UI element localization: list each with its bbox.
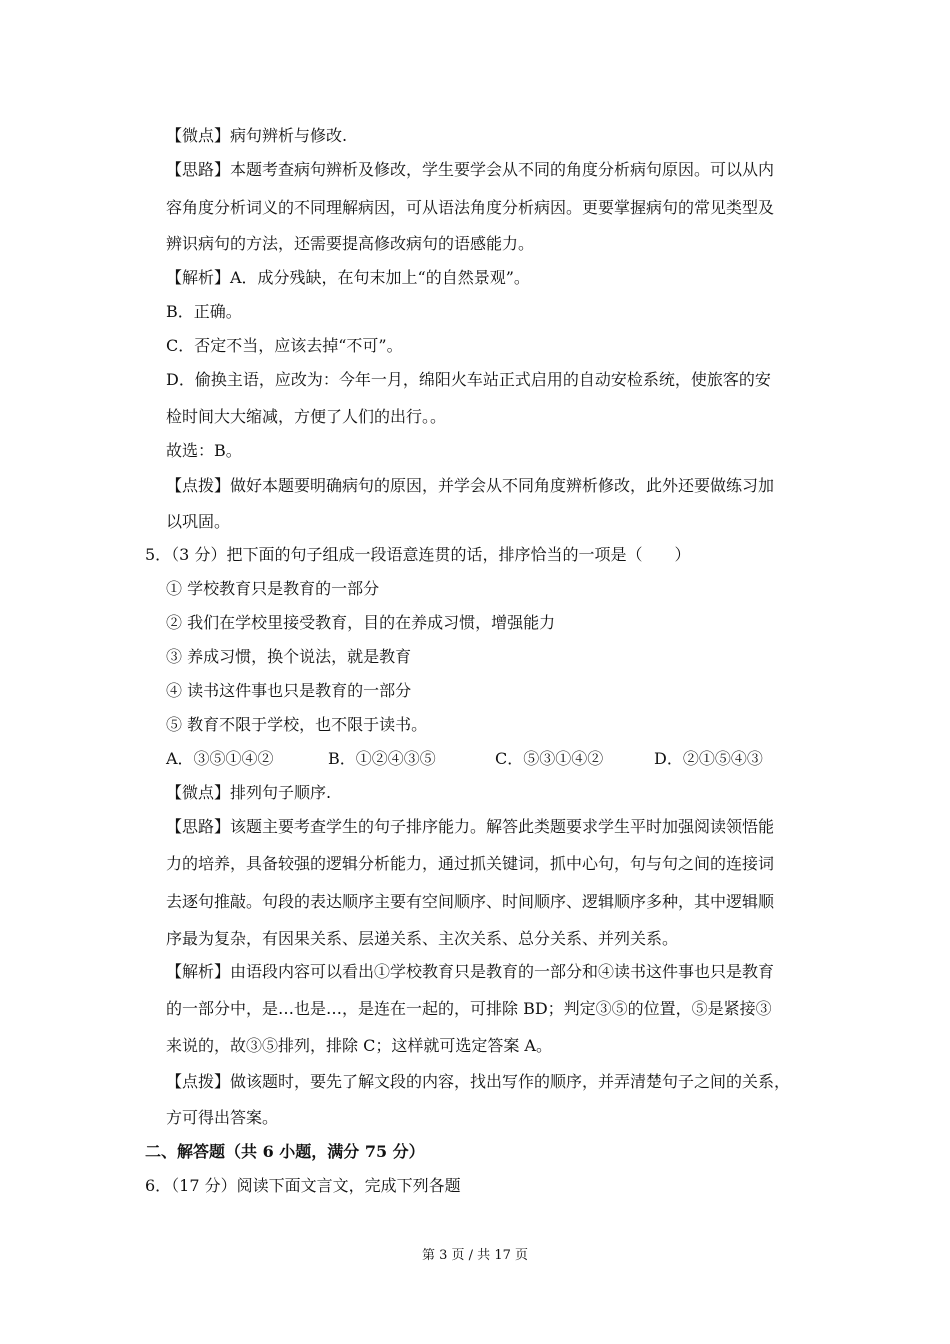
q5-dianbo-line: 方可得出答案。	[166, 1108, 279, 1127]
q4-jiexi-line: 检时间大大缩减，方便了人们的出行。。	[166, 407, 447, 426]
q4-jiexi-line: D．偷换主语，应改为：今年一月，绵阳火车站正式启用的自动安检系统，使旅客的安	[166, 370, 771, 389]
q4-silu-line: 辨识病句的方法，还需要提高修改病句的语感能力。	[166, 234, 535, 253]
q5-silu-line: 去逐句推敲。句段的表达顺序主要有空间顺序、时间顺序、逻辑顺序多种，其中逻辑顺	[166, 892, 775, 911]
q4-silu-line: 【思路】本题考查病句辨析及修改，学生要学会从不同的角度分析病句原因。可以从内	[166, 160, 775, 179]
q4-jiexi-line: C．否定不当，应该去掉“不可”。	[166, 336, 403, 355]
q5-jiexi-line: 来说的，故③⑤排列，排除 C；这样就可选定答案 A。	[166, 1036, 552, 1055]
q5-weidian: 【微点】排列句子顺序.	[166, 783, 332, 802]
q5-silu-line: 序最为复杂，有因果关系、层递关系、主次关系、总分关系、并列关系。	[166, 929, 679, 948]
q4-answer: 故选：B。	[166, 441, 242, 460]
q5-silu-line: 力的培养，具备较强的逻辑分析能力，通过抓关键词，抓中心句，句与句之间的连接词	[166, 854, 775, 873]
q5-option-c: C．⑤③①④②	[495, 749, 604, 768]
q5-jiexi-line: 的一部分中，是…也是…，是连在一起的，可排除 BD；判定③⑤的位置，⑤是紧接③	[166, 999, 772, 1018]
q5-jiexi-line: 【解析】由语段内容可以看出①学校教育只是教育的一部分和④读书这件事也只是教育	[166, 962, 775, 981]
q5-option-b: B．①②④③⑤	[328, 749, 436, 768]
q4-jiexi-line: 【解析】A．成分残缺，在句末加上“的自然景观”。	[166, 268, 530, 287]
q4-dianbo-line: 【点拨】做好本题要明确病句的原因，并学会从不同角度辨析修改，此外还要做练习加	[166, 476, 775, 495]
q5-sentence: ② 我们在学校里接受教育，目的在养成习惯，增强能力	[166, 613, 556, 632]
q4-dianbo-line: 以巩固。	[166, 512, 231, 531]
q5-option-d: D．②①⑤④③	[654, 749, 763, 768]
q5-dianbo-line: 【点拨】做该题时，要先了解文段的内容，找出写作的顺序，并弄清楚句子之间的关系，	[166, 1072, 791, 1091]
q4-weidian: 【微点】病句辨析与修改.	[166, 126, 348, 145]
q5-options	[166, 749, 806, 769]
q5-stem: 5．（3 分）把下面的句子组成一段语意连贯的话，排序恰当的一项是（ ）	[145, 545, 691, 564]
q5-sentence: ③ 养成习惯，换个说法，就是教育	[166, 647, 412, 666]
page-number: 第 3 页 / 共 17 页	[422, 1248, 528, 1263]
q5-silu-line: 【思路】该题主要考查学生的句子排序能力。解答此类题要求学生平时加强阅读领悟能	[166, 817, 775, 836]
q5-option-a: A．③⑤①④②	[166, 749, 274, 768]
q5-sentence: ⑤ 教育不限于学校，也不限于读书。	[166, 715, 428, 734]
q4-jiexi-line: B．正确。	[166, 302, 242, 321]
q4-silu-line: 容角度分析词义的不同理解病因，可从语法角度分析病因。更要掌握病句的常见类型及	[166, 198, 775, 217]
q5-sentence: ① 学校教育只是教育的一部分	[166, 579, 380, 598]
q5-sentence: ④ 读书这件事也只是教育的一部分	[166, 681, 412, 700]
q6-stem: 6．（17 分）阅读下面文言文，完成下列各题	[145, 1176, 461, 1195]
section-heading: 二、解答题（共 6 小题，满分 75 分）	[145, 1142, 425, 1161]
